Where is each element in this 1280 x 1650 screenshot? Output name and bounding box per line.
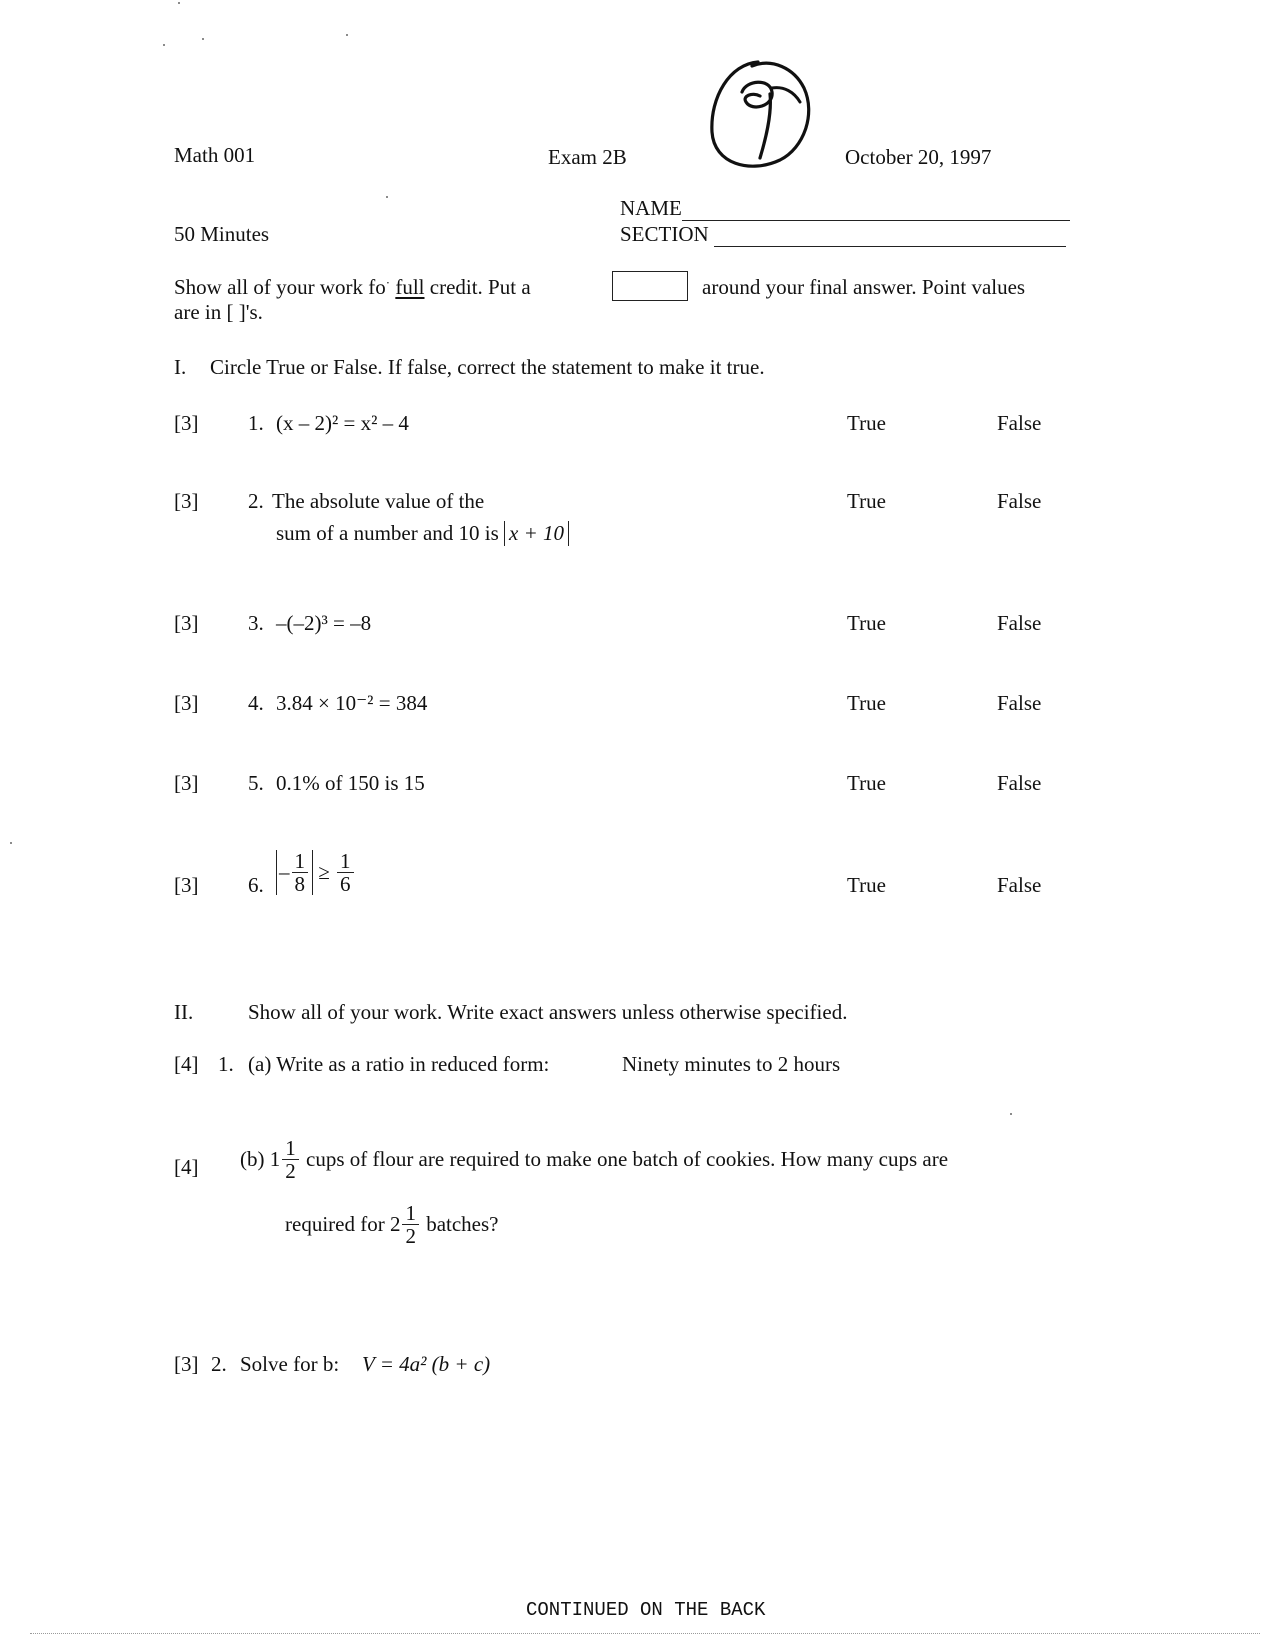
item-5-false[interactable]: False xyxy=(997,771,1042,795)
item-2-number: 2. xyxy=(248,489,264,513)
section-underline xyxy=(714,224,1066,247)
item-4-points: [3] xyxy=(174,691,199,715)
item-1-true[interactable]: True xyxy=(847,411,886,435)
scan-speck xyxy=(346,34,348,36)
item-2-line-1: The absolute value of the xyxy=(272,489,485,513)
item-5-statement: 0.1% of 150 is 15 xyxy=(276,771,425,795)
instructions-text-b: credit. Put a xyxy=(424,275,531,299)
item-1-number: 1. xyxy=(248,411,264,435)
q1a-prompt: Ninety minutes to 2 hours xyxy=(622,1052,841,1076)
scan-speck xyxy=(163,44,165,46)
item-2-expression: x + 10 xyxy=(504,521,569,546)
q1b-text-3: batches? xyxy=(426,1212,499,1237)
item-6-points: [3] xyxy=(174,873,199,897)
q1a-number: 1. xyxy=(218,1052,234,1076)
section-2-numeral: II. xyxy=(174,1000,194,1024)
item-2-points: [3] xyxy=(174,489,199,513)
instructions-text-a: Show all of your work fo xyxy=(174,275,386,299)
instructions-full: full xyxy=(395,275,425,299)
item-2-false[interactable]: False xyxy=(997,489,1042,513)
scan-artifact-line xyxy=(30,1633,1260,1636)
section-field[interactable] xyxy=(620,222,1066,247)
scan-speck xyxy=(202,38,204,40)
scan-speck xyxy=(178,2,180,4)
item-6-fraction-right xyxy=(337,850,354,895)
item-3-number: 3. xyxy=(248,611,264,635)
q1b-whole-1: 1 xyxy=(269,1147,281,1172)
q2-equation: V = 4a² (b + c) xyxy=(362,1352,491,1376)
exam-date: October 20, 1997 xyxy=(845,145,992,169)
q1b-numerator-1: 1 xyxy=(282,1137,299,1160)
q1b-numerator-2: 1 xyxy=(402,1202,419,1225)
instructions-line-2: are in [ ]'s. xyxy=(174,300,263,324)
q2-points: [3] xyxy=(174,1352,199,1376)
item-2-true[interactable]: True xyxy=(847,489,886,513)
item-4-false[interactable]: False xyxy=(997,691,1042,715)
score-mark-icon xyxy=(700,52,820,177)
item-5-true[interactable]: True xyxy=(847,771,886,795)
item-6-left-numerator: 1 xyxy=(292,850,309,873)
section-label: SECTION xyxy=(620,222,709,246)
instructions-line-1 xyxy=(174,275,531,300)
exam-title: Exam 2B xyxy=(548,145,627,169)
item-5-number: 5. xyxy=(248,771,264,795)
section-1-numeral: I. xyxy=(174,355,187,379)
q1b-line-2 xyxy=(285,1202,499,1247)
item-6-absolute-value xyxy=(276,850,313,895)
q1b-text-2: required for xyxy=(285,1212,385,1237)
name-field[interactable] xyxy=(620,196,1070,221)
item-6-true[interactable]: True xyxy=(847,873,886,897)
q1b-fraction-1 xyxy=(282,1137,299,1182)
section-2-heading: Show all of your work. Write exact answers unless otherwise specified. xyxy=(248,1000,848,1024)
item-2-line-2-text: sum of a number and 10 is xyxy=(276,521,499,545)
item-3-true[interactable]: True xyxy=(847,611,886,635)
item-6-left-denominator: 8 xyxy=(294,872,305,897)
q2-text: Solve for b: xyxy=(240,1352,340,1376)
section-1-heading: Circle True or False. If false, correct the statement to make it true. xyxy=(210,355,765,379)
course-title: Math 001 xyxy=(174,143,256,167)
item-6-right-numerator: 1 xyxy=(337,850,354,873)
q1b-denominator-1: 2 xyxy=(285,1159,296,1184)
name-label: NAME xyxy=(620,196,682,220)
item-4-statement: 3.84 × 10⁻² = 384 xyxy=(276,691,428,715)
item-6-number: 6. xyxy=(248,873,264,897)
answer-box-sample xyxy=(612,271,688,301)
q1b-whole-2: 2 xyxy=(389,1212,401,1237)
item-4-true[interactable]: True xyxy=(847,691,886,715)
instructions-line-1b: around your final answer. Point values xyxy=(702,275,1026,299)
item-3-statement: –(–2)³ = –8 xyxy=(276,611,372,635)
item-3-points: [3] xyxy=(174,611,199,635)
instructions-glitch: · xyxy=(385,275,391,290)
item-1-statement: (x – 2)² = x² – 4 xyxy=(276,411,409,435)
item-2-line-2 xyxy=(276,521,569,546)
q1b-text-1: cups of flour are required to make one batch of cookies. How many cups are xyxy=(306,1147,949,1172)
item-4-number: 4. xyxy=(248,691,264,715)
scan-speck xyxy=(386,196,388,198)
scan-speck xyxy=(1010,1113,1012,1115)
item-6-ge: ≥ xyxy=(318,860,330,885)
q2-number: 2. xyxy=(211,1352,227,1376)
q1b-points: [4] xyxy=(174,1155,199,1179)
item-6-false[interactable]: False xyxy=(997,873,1042,897)
item-6-statement xyxy=(276,850,356,895)
q1b-label: (b) xyxy=(240,1147,265,1172)
q1a-text: (a) Write as a ratio in reduced form: xyxy=(248,1052,550,1076)
footer-continued: CONTINUED ON THE BACK xyxy=(526,1599,766,1621)
item-1-false[interactable]: False xyxy=(997,411,1042,435)
item-5-points: [3] xyxy=(174,771,199,795)
scan-speck xyxy=(10,842,12,844)
item-6-minus: – xyxy=(279,860,290,885)
q1b-line-1 xyxy=(240,1137,948,1182)
item-6-fraction-left xyxy=(292,850,309,895)
q1b-fraction-2 xyxy=(402,1202,419,1247)
name-underline xyxy=(682,198,1070,221)
item-1-points: [3] xyxy=(174,411,199,435)
q1a-points: [4] xyxy=(174,1052,199,1076)
q1b-denominator-2: 2 xyxy=(405,1224,416,1249)
item-3-false[interactable]: False xyxy=(997,611,1042,635)
duration: 50 Minutes xyxy=(174,222,270,246)
item-6-right-denominator: 6 xyxy=(340,872,351,897)
